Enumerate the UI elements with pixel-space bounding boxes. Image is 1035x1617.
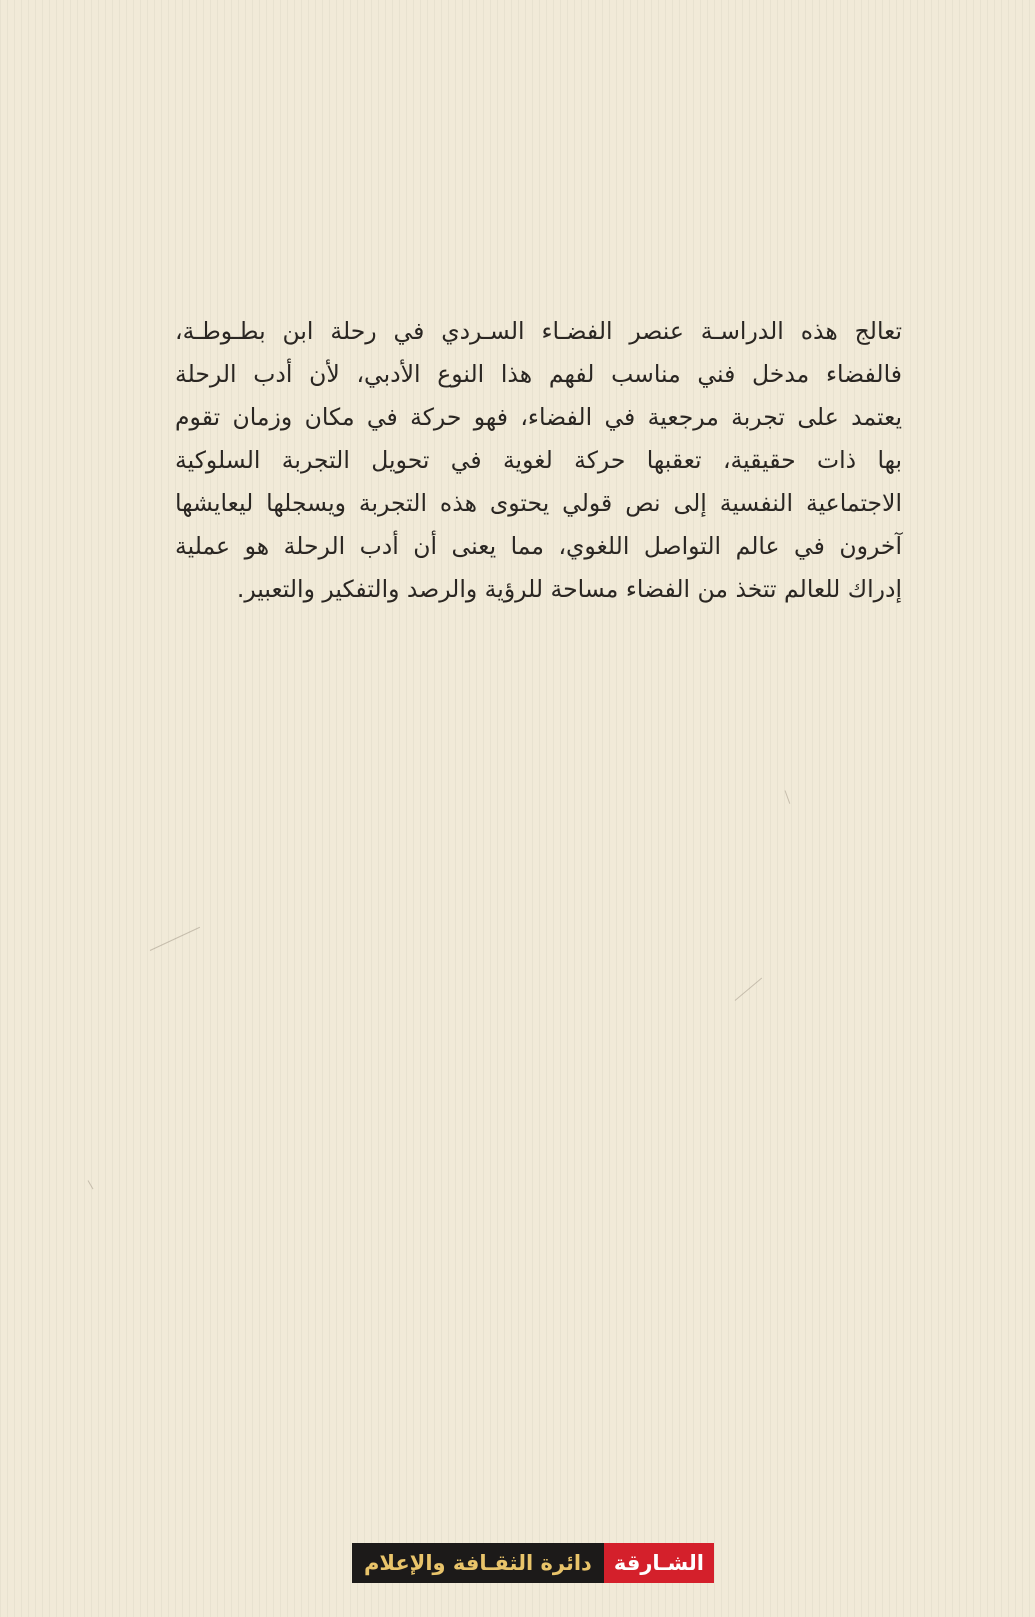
- blurb-line: يعتمد على تجربة مرجعية في الفضاء، فهو حركة في مكان وزمان تقوم: [175, 403, 902, 431]
- paper-scratch: [735, 978, 762, 1001]
- blurb-line: فالفضاء مدخل فني مناسب لفهم هذا النوع الأدبي، لأن أدب الرحلة: [175, 360, 902, 388]
- paper-scratch: [88, 1180, 94, 1189]
- publisher-city-label: الشـارقة: [604, 1543, 714, 1583]
- paper-scratch: [150, 927, 200, 951]
- back-cover-blurb: [175, 310, 902, 611]
- blurb-line: تعالج هذه الدراسـة عنصر الفضـاء السـردي في رحلة ابن بطـوطـة،: [175, 317, 902, 345]
- publisher-name-label: دائرة الثقـافة والإعلام: [352, 1543, 604, 1583]
- blurb-line: إدراك للعالم تتخذ من الفضاء مساحة للرؤية والرصد والتفكير والتعبير.: [236, 575, 902, 603]
- blurb-line: آخرون في عالم التواصل اللغوي، مما يعنى أن أدب الرحلة هو عملية: [175, 532, 902, 560]
- publisher-logo: [352, 1543, 714, 1583]
- blurb-line: الاجتماعية النفسية إلى نص قولي يحتوى هذه التجربة ويسجلها ليعايشها: [175, 489, 902, 517]
- paper-scratch: [785, 790, 791, 803]
- blurb-line: بها ذات حقيقية، تعقبها حركة لغوية في تحويل التجربة السلوكية: [175, 446, 902, 474]
